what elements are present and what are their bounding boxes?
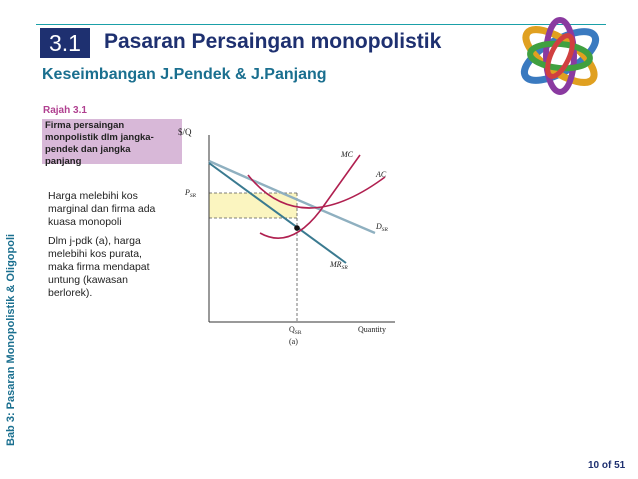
figure-caption: Firma persaingan monpolistik dlm jangka- pendek dan jangka panjang	[42, 119, 182, 164]
body-text	[48, 190, 188, 306]
page-number: 10 of 51	[588, 460, 626, 471]
figure-label: Rajah 3.1	[43, 105, 87, 116]
mc-label: MC	[341, 150, 353, 159]
d-label: $D_{SR}$	[376, 222, 388, 233]
section-number: 3.1	[40, 28, 90, 58]
rings-logo	[500, 6, 620, 106]
monopolistic-competition-graph	[170, 115, 410, 355]
ac-label: AC	[376, 170, 387, 179]
page-title: Pasaran Persaingan monopolistik	[104, 30, 442, 53]
paragraph-2: Dlm j-pdk (a), harga melebihi kos purata, maka firma mendapat untung (kawasan berlorek).	[48, 235, 150, 299]
paragraph-1: Harga melebihi kos marginal dan firma ada kuasa monopoli	[48, 190, 156, 228]
page-subtitle: Keseimbangan J.Pendek & J.Panjang	[42, 66, 327, 83]
y-axis-label: $/Q	[178, 127, 192, 137]
q-label: $Q_{SR}$	[289, 325, 302, 336]
x-axis-label: Quantity	[358, 325, 386, 334]
profit-area	[209, 193, 297, 218]
chapter-side-label: Bab 3: Pasaran Monopolistik & Oligopoli	[5, 233, 17, 446]
panel-label: (a)	[289, 337, 298, 346]
equilibrium-point	[294, 225, 300, 231]
mr-label: $MR_{SR}$	[330, 260, 348, 271]
p-label: $P_{SR}$	[185, 188, 197, 199]
